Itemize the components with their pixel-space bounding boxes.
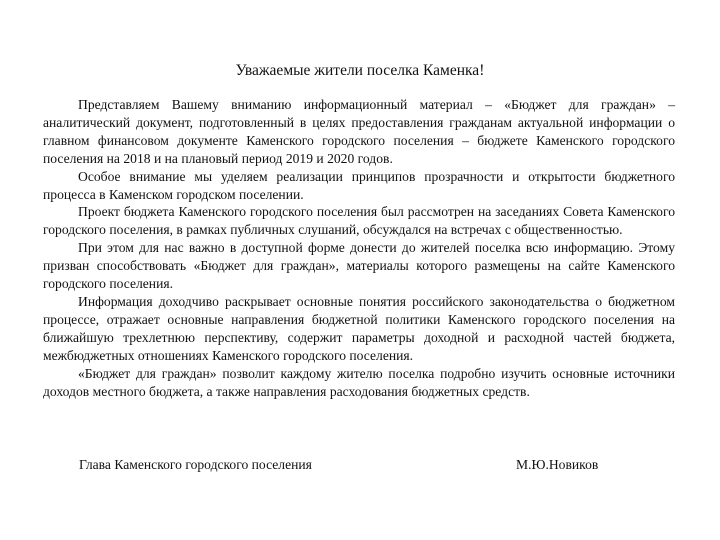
paragraph-conclusion: «Бюджет для граждан» позволит каждому жителю поселка подробно изучить основные источники доходов местного бюджета, а также направления расходования бюджетных средств. bbox=[43, 365, 675, 399]
paragraph-information: Информация доходчиво раскрывает основные понятия российского законодательства о бюджетном процессе, отражает основные направления бюджетной политики Каменского городского поселения на ближайшую трехлетнюю перспективу, содержит параметры доходной и расходной частей бюджета, межбюджетных отношениях Каменского городского поселения. bbox=[43, 293, 675, 363]
paragraph-accessibility: При этом для нас важно в доступной форме донести до жителей поселка всю информацию. Этому призван способствовать «Бюджет для граждан», материалы которого размещены на сайте Каменского городского поселения. bbox=[43, 240, 675, 292]
signature-name: М.Ю.Новиков bbox=[516, 457, 599, 472]
signature-position: Глава Каменского городского поселения bbox=[79, 457, 312, 472]
paragraph-transparency: Особое внимание мы уделяем реализации принципов прозрачности и открытости бюджетного процесса в Каменском городском поселении. bbox=[43, 168, 675, 202]
document-title: Уважаемые жители поселка Каменка! bbox=[235, 62, 485, 79]
paragraph-project-review: Проект бюджета Каменского городского поселения был рассмотрен на заседаниях Совета Каменского городского поселения, в рамках публичных слушаний, обсуждался на встречах с общественностью. bbox=[43, 204, 675, 238]
document-body bbox=[43, 96, 675, 400]
paragraph-intro: Представляем Вашему вниманию информационный материал – «Бюджет для граждан» – аналитический документ, подготовленный в целях предоставления гражданам актуальной информации о главном финансовом документе Каменского городского поселения – бюджете Каменского городского поселения на 2018 и на плановый период 2019 и 2020 годов. bbox=[43, 97, 675, 166]
signature-block bbox=[0, 456, 720, 476]
